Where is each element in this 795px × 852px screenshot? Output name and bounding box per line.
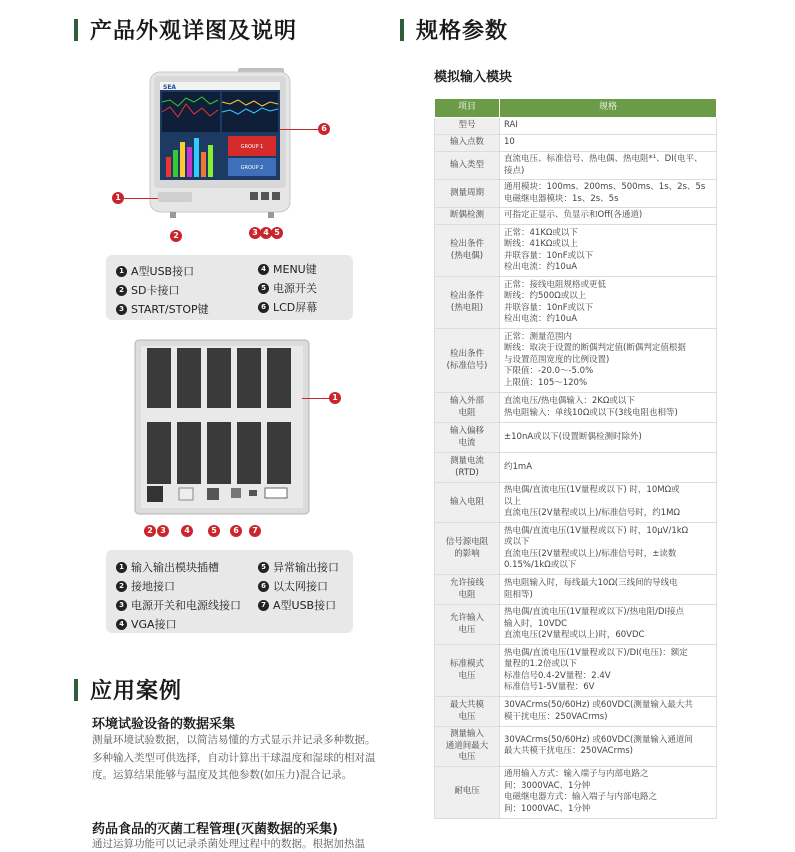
header-item: 项目	[435, 99, 500, 118]
table-row	[435, 152, 717, 180]
table-row	[435, 329, 717, 393]
legend-item: 5 异常输出接口	[258, 559, 339, 575]
spec-table-header	[435, 99, 717, 118]
callout-leader	[280, 129, 318, 130]
svg-text:GROUP 1: GROUP 1	[240, 144, 264, 150]
row-value: 30VACrms(50/60Hz) 或60VDC(测量输入通道间 最大共模干扰电压：250VACrms)	[500, 727, 717, 767]
appearance-section-title: 产品外观详图及说明	[74, 14, 297, 45]
row-key: 输入电阻	[435, 483, 500, 523]
callout-back-1: 1	[329, 392, 341, 404]
row-key: 检出条件 (标准信号)	[435, 329, 500, 393]
row-value: 热电偶/直流电压(1V量程或以下) 时，10μV/1kΩ 或以下 直流电压(2V量程或以上)/标准信号时，±读数 0.15%/1kΩ或以下	[500, 523, 717, 575]
row-key: 输入外部 电阻	[435, 393, 500, 423]
title-bar-accent	[400, 19, 404, 41]
row-value: 热电阻输入时，每线最大10Ω(三线间的导线电 阻相等)	[500, 575, 717, 605]
row-key: 信号源电阻 的影响	[435, 523, 500, 575]
front-legend	[106, 255, 353, 320]
table-row	[435, 118, 717, 135]
callout-5: 5	[271, 227, 283, 239]
row-value: 通用模块：100ms、200ms、500ms、1s、2s、5s 电磁继电器模块：1s、2s、5s	[500, 180, 717, 208]
legend-item: 6 LCD屏幕	[258, 299, 317, 315]
row-key: 最大共模 电压	[435, 697, 500, 727]
row-value: 正常：41KΩ或以下 断线：41KΩ或以上 并联容量：10nF或以下 检出电流：约10uA	[500, 225, 717, 277]
callout-back-3: 3	[157, 525, 169, 537]
row-key: 检出条件 (热电阻)	[435, 277, 500, 329]
table-row	[435, 180, 717, 208]
row-value: 正常：测量范围内 断线：取决于设置的断偶判定值(断偶判定值根据 与设置范围宽度的比例设置) 下限值：-20.0〜-5.0% 上限值：105〜120%	[500, 329, 717, 393]
callout-back-7: 7	[249, 525, 261, 537]
row-key: 检出条件 (热电偶)	[435, 225, 500, 277]
row-key: 测量电流 (RTD)	[435, 453, 500, 483]
table-row	[435, 393, 717, 423]
callout-back-6: 6	[230, 525, 242, 537]
table-row	[435, 645, 717, 697]
row-value: RAI	[500, 118, 717, 135]
row-value: 热电偶/直流电压(1V量程或以下)/热电阻/DI接点 输入时，10VDC 直流电压(2V量程或以上)时，60VDC	[500, 605, 717, 645]
legend-item: 1 输入输出模块插槽	[116, 559, 219, 575]
header-spec: 规格	[500, 99, 717, 118]
module-title: 模拟输入模块	[434, 70, 513, 85]
table-row	[435, 483, 717, 523]
spec-table	[434, 98, 717, 819]
cases-section-title: 应用案例	[74, 674, 182, 705]
case1-body: 测量环境试验数据，以简洁易懂的方式显示并记录多种数据。多种输入类型可供选择，自动计算出干球温度和湿球的相对温度。运算结果能够与温度及其他参数(如压力)混合记录。	[92, 734, 376, 781]
case2-body: 通过运算功能可以记录杀菌处理过程中的数据。根据加热温	[92, 838, 365, 850]
row-key: 允许输入 电压	[435, 605, 500, 645]
table-row	[435, 575, 717, 605]
back-legend	[106, 550, 353, 633]
recorder-front-illustration	[100, 62, 360, 242]
table-row	[435, 523, 717, 575]
table-row	[435, 453, 717, 483]
callout-back-4: 4	[181, 525, 193, 537]
case1-title: 环境试验设备的数据采集	[92, 717, 236, 732]
row-key: 允许接线 电阻	[435, 575, 500, 605]
table-row	[435, 225, 717, 277]
legend-item: 2 接地接口	[116, 578, 175, 594]
row-value: 热电偶/直流电压(1V量程或以下)/DI(电压)：额定 量程的1.2倍或以下 标准信号0.4-2V量程：2.4V 标准信号1-5V量程：6V	[500, 645, 717, 697]
callout-3: 3	[249, 227, 261, 239]
callout-back-2: 2	[144, 525, 156, 537]
table-row	[435, 605, 717, 645]
legend-item: 4 VGA接口	[116, 616, 177, 632]
legend-item: 6 以太网接口	[258, 578, 328, 594]
svg-text:SEA: SEA	[163, 84, 177, 91]
table-row	[435, 135, 717, 152]
callout-leader	[302, 398, 330, 399]
legend-item: 1 A型USB接口	[116, 263, 194, 279]
table-row	[435, 423, 717, 453]
row-value: 热电偶/直流电压(1V量程或以下) 时，10MΩ或 以上 直流电压(2V量程或以上)/标准信号时，约1MΩ	[500, 483, 717, 523]
recorder-back-illustration	[133, 338, 313, 518]
row-value: 可指定正显示、负显示和Off(各通道)	[500, 208, 717, 225]
legend-item: 4 MENU键	[258, 261, 317, 277]
device-front-image	[100, 62, 360, 242]
table-row	[435, 697, 717, 727]
legend-item: 7 A型USB接口	[258, 597, 336, 613]
legend-item: 3 START/STOP键	[116, 301, 209, 317]
row-key: 耐电压	[435, 766, 500, 818]
row-value: ±10nA或以下(设置断偶检测时除外)	[500, 423, 717, 453]
spec-table-body	[435, 118, 717, 819]
table-row	[435, 766, 717, 818]
row-value: 直流电压/热电偶输入：2KΩ或以下 热电阻输入：单线10Ω或以下(3线电阻也相等)	[500, 393, 717, 423]
row-value: 约1mA	[500, 453, 717, 483]
table-row	[435, 727, 717, 767]
callout-2: 2	[170, 230, 182, 242]
table-row	[435, 208, 717, 225]
spec-section-title: 规格参数	[400, 14, 508, 45]
row-value: 通用输入方式：输入端子与内部电路之 间：3000VAC、1分钟 电磁继电器方式：输入端子与内部电路之 间：1000VAC、1分钟	[500, 766, 717, 818]
table-row	[435, 277, 717, 329]
row-key: 标准模式 电压	[435, 645, 500, 697]
row-key: 断偶检测	[435, 208, 500, 225]
case2-title: 药品食品的灭菌工程管理(灭菌数据的采集)	[92, 822, 338, 837]
title-bar-accent	[74, 679, 78, 701]
legend-item: 2 SD卡接口	[116, 282, 179, 298]
row-key: 测量输入 通道间最大 电压	[435, 727, 500, 767]
row-value: 10	[500, 135, 717, 152]
row-value: 直流电压、标准信号、热电偶、热电阻*¹、DI(电平、 接点)	[500, 152, 717, 180]
callout-back-5: 5	[208, 525, 220, 537]
row-key: 输入点数	[435, 135, 500, 152]
row-key: 测量周期	[435, 180, 500, 208]
row-value: 30VACrms(50/60Hz) 或60VDC(测量输入最大共 模干扰电压：250VACrms)	[500, 697, 717, 727]
row-key: 输入类型	[435, 152, 500, 180]
legend-item: 3 电源开关和电源线接口	[116, 597, 241, 613]
callout-6: 6	[318, 123, 330, 135]
callout-leader	[124, 198, 158, 199]
legend-item: 5 电源开关	[258, 280, 317, 296]
callout-1: 1	[112, 192, 124, 204]
title-bar-accent	[74, 19, 78, 41]
row-key: 型号	[435, 118, 500, 135]
row-value: 正常：接线电阻规格或更低 断线：约500Ω或以上 并联容量：10nF或以下 检出电流：约10uA	[500, 277, 717, 329]
device-back-image	[133, 338, 313, 518]
row-key: 输入偏移 电流	[435, 423, 500, 453]
callout-4: 4	[260, 227, 272, 239]
svg-text:GROUP 2: GROUP 2	[240, 165, 264, 171]
